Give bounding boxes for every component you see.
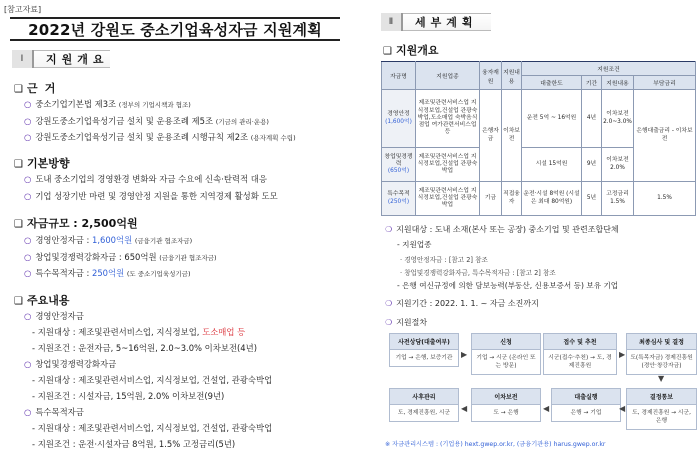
table-cell: 창업및경쟁력 (650억) [382, 148, 416, 182]
col-header: 지원업종 [416, 62, 480, 90]
col-header: 지원내용 [602, 76, 634, 90]
target-line: ❍ 지원대상 : 도내 소재(본사 또는 공장) 중소기업 및 관련조합단체 [385, 225, 619, 234]
industry-item: · 경영안정자금 : [참고 2] 참조 [400, 256, 488, 264]
fund-group-target: - 지원대상 : 제조및관련서비스업, 지식정보업, 건설업, 관광숙박업 [32, 375, 273, 385]
table-cell: 제조및관련서비스업 지식정보업,건설업 관광숙박업,도소매업 숙박음식점업 여가관련서비스업 등 [416, 90, 480, 148]
industry-label: - 지원업종 [397, 240, 432, 249]
industry-item: · 창업및경쟁력강화자금, 특수목적자금 : [참고 2] 참조 [400, 269, 556, 277]
system-footnote: ※ 자금관리시스템 : (기업용) hext.gwep.or.kr, (금융기관용) harus.gwep.or.kr [385, 441, 606, 448]
fund-group-target: - 지원대상 : 제조및관련서비스업, 지식정보업, 건설업, 관광숙박업 [32, 423, 273, 433]
fund-group-condition: - 지원조건 : 시설자금, 15억원, 2.0% 이차보전(9년) [32, 391, 225, 401]
table-cell: 경영안정 (1,600억) [382, 90, 416, 148]
table-cell: 고정금리 1.5% [602, 182, 634, 216]
table-cell: 은행자금 [480, 90, 502, 182]
fund-group-name: ○ 특수목적자금 [24, 407, 84, 417]
direction-item: ○ 기업 성장기반 마련 및 경영안정 지원을 통한 지역경제 활성화 도모 [24, 191, 278, 201]
col-header: 자금명 [382, 62, 416, 90]
table-cell: 이차보전 [502, 90, 522, 182]
table-cell: 기금 [480, 182, 502, 216]
fund-group-condition: - 지원조건 : 운전자금, 5~16억원, 2.0~3.0% 이차보전(4년) [32, 343, 257, 353]
scale-heading: ❑ 자금규모 : 2,500억원 [14, 217, 138, 230]
table-cell: 이차보전 2.0~3.0% [602, 90, 634, 148]
direction-heading: ❑ 기본방향 [14, 157, 70, 170]
table-cell: 운전 5억 ~ 16억원 [522, 90, 582, 148]
col-header: 기간 [582, 76, 602, 90]
flow-step-notify: 결정통보 도, 경제진흥원 → 시군, 은행 [626, 388, 697, 430]
section-title: 지원개요 [34, 50, 110, 68]
table-cell: 5년 [582, 182, 602, 216]
overview-heading: ❑ 지원개요 [383, 44, 439, 57]
fund-group-name: ○ 경영안정자금 [24, 311, 84, 321]
flow-step-apply: 신청 기업 → 시군 (온라인 또는 방문) [471, 333, 541, 375]
flow-step-subsidy: 이차보전 도 → 은행 [471, 388, 541, 422]
procedure-heading: ❍ 지원절차 [385, 318, 428, 327]
flow-step-receive: 접수 및 추천 시군(접수·추천) → 도, 경제진흥원 [543, 333, 617, 375]
table-cell: 시설 15억원 [522, 148, 582, 182]
arrow-left-icon: ◀ [619, 404, 626, 413]
table-cell: 1.5% [634, 182, 696, 216]
col-header: 지원조건 [522, 62, 696, 76]
fund-group-target: - 지원대상 : 제조및관련서비스업, 지식정보업, 도소매업 등 [32, 327, 246, 337]
flow-step-aftercare: 사후관리 도, 경제진흥원, 시군 [389, 388, 459, 422]
section-title: 세부계획 [403, 13, 491, 31]
basis-item: ○ 중소기업기본법 제3조 (정부의 기업시책과 협조) [24, 99, 191, 109]
basis-item: ○ 강원도중소기업육성기금 설치 및 운용조례 제5조 (기금의 관리·운용) [24, 116, 269, 126]
period-line: ❍ 지원기간 : 2022. 1. 1. ~ 자금 소진까지 [385, 299, 539, 308]
flow-step-review: 최종심사 및 결정 도(특목자금) 경제진흥원(경안·창강자금) [626, 333, 697, 375]
scale-item: ○ 창업및경쟁력강화자금 : 650억원 (금융기관 협조자금) [24, 252, 217, 262]
arrow-right-icon: ▶ [619, 350, 626, 359]
contents-heading: ❑ 주요내용 [14, 294, 70, 307]
table-row [382, 182, 696, 216]
arrow-right-icon: ▶ [461, 350, 468, 359]
section-number: Ⅱ [381, 13, 403, 31]
section-banner-overview [12, 50, 110, 68]
table-cell: 제조및관련서비스업 지식정보업,건설업 관광숙박업 [416, 148, 480, 182]
flow-step-consult: 사전상담(대출여부) 기업 → 은행, 보증기관 [389, 333, 459, 367]
direction-item: ○ 도내 중소기업의 경영환경 변화와 자금 수요에 신속·탄력적 대응 [24, 174, 267, 184]
flow-step-loan: 대출실행 은행 → 기업 [551, 388, 621, 422]
table-cell: 은행대출금리 - 이차보전 [634, 90, 696, 182]
fund-group-name: ○ 창업및경쟁력강화자금 [24, 359, 117, 369]
table-cell: 4년 [582, 90, 602, 148]
col-header: 지원내용 [502, 62, 522, 90]
table-row [382, 90, 696, 148]
plan-table [381, 61, 696, 216]
col-header: 융자재원 [480, 62, 502, 90]
section-number: Ⅰ [12, 50, 34, 68]
table-cell: 9년 [582, 148, 602, 182]
col-header: 부담금리 [634, 76, 696, 90]
table-cell: 특수목적 (250억) [382, 182, 416, 216]
fund-group-condition: - 지원조건 : 운전·시설자금 8억원, 1.5% 고정금리(5년) [32, 439, 236, 449]
arrow-left-icon: ◀ [461, 404, 468, 413]
scale-item: ○ 경영안정자금 : 1,600억원 (금융기관 협조자금) [24, 235, 193, 245]
table-cell: 직접융자 [502, 182, 522, 216]
basis-item: ○ 강원도중소기업육성기금 설치 및 운용조례 시행규칙 제2조 (용자계획 수립) [24, 132, 296, 142]
table-cell: 운전·시설 8억원 (시설은 최대 80억원) [522, 182, 582, 216]
document-title: 2022년 강원도 중소기업육성자금 지원계획 [10, 17, 340, 41]
arrow-left-icon: ◀ [543, 404, 550, 413]
col-header: 대출한도 [522, 76, 582, 90]
basis-heading: ❑ 근 거 [14, 82, 58, 95]
section-banner-detail [381, 13, 491, 31]
reference-tag: [참고자료] [4, 5, 42, 14]
table-cell: 제조및관련서비스업 지식정보업,건설업 관광숙박업 [416, 182, 480, 216]
table-cell: 이차보전 2.0% [602, 148, 634, 182]
bank-note: - 은행 여신규정에 의한 담보능력(부동산, 신용보증서 등) 보유 기업 [397, 281, 619, 290]
scale-item: ○ 특수목적자금 : 250억원 (도 중소기업육성기금) [24, 268, 191, 278]
arrow-down-icon: ▼ [658, 374, 665, 383]
